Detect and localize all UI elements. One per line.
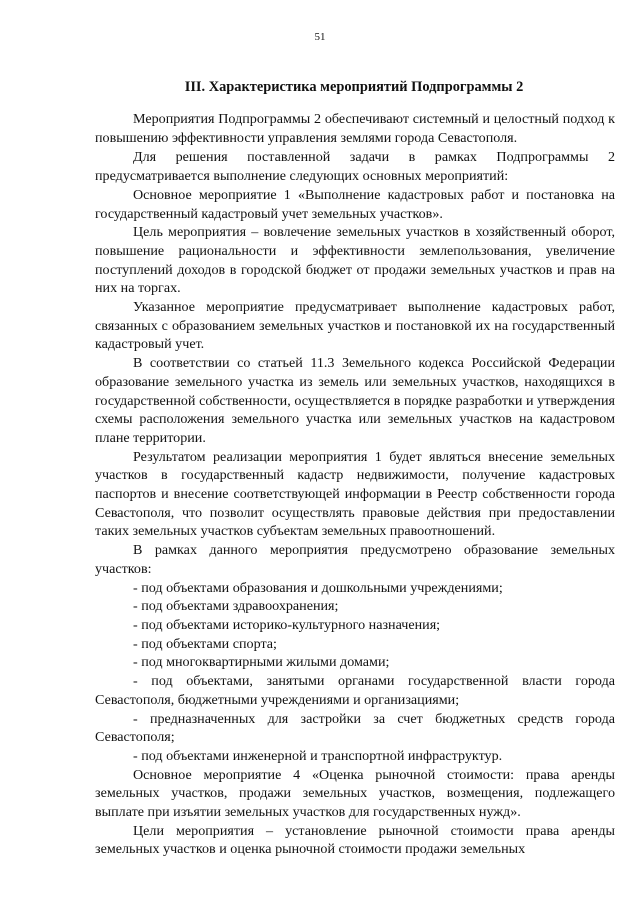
paragraph-measure-4-goal: Цели мероприятия – установление рыночной стоимости права аренды земельных участков и оценка рыночной стоимости продажи земельных xyxy=(95,822,615,858)
list-item-budget-construction: - предназначенных для застройки за счет бюджетных средств города Севастополя; xyxy=(95,710,615,746)
paragraph-result: Результатом реализации мероприятия 1 будет являться внесение земельных участков в государственный кадастр недвижимости, получение кадастровых паспортов и внесение соответствующей информации в Реестр собственности города Севастополя, что позволит осуществлять правовые действия при предоставлении таких земельных участков субъектам земельных правоотношений. xyxy=(95,448,615,540)
paragraph-measure-1-scope: Указанное мероприятие предусматривает выполнение кадастровых работ, связанных с образованием земельных участков и постановкой их на государственный кадастровый учет. xyxy=(95,299,615,353)
list-item-housing: - под многоквартирными жилыми домами; xyxy=(133,654,390,671)
section-title: III. Характеристика мероприятий Подпрограммы 2 xyxy=(184,79,524,95)
list-item-government: - под объектами, занятыми органами государственной власти города Севастополя, бюджетными учреждениями и организациями; xyxy=(95,673,615,708)
list-item-sport: - под объектами спорта; xyxy=(133,635,277,652)
list-item-education: - под объектами образования и дошкольными учреждениями; xyxy=(133,579,503,596)
page-number: 51 xyxy=(314,31,326,43)
paragraph-measure-4-title: Основное мероприятие 4 «Оценка рыночной стоимости: права аренды земельных участков, продажи земельных участков, возмещения, подлежащего выплате при изъятии земельных участков для государственных нужд». xyxy=(95,766,615,821)
paragraph-land-formation: В рамках данного мероприятия предусмотрено образование земельных участков: xyxy=(95,542,615,577)
list-item-infrastructure: - под объектами инженерной и транспортной инфраструктур. xyxy=(133,747,503,764)
paragraph-land-code: В соответствии со статьей 11.3 Земельного кодекса Российской Федерации образование земельного участка из земель или земельных участков, находящихся в государственной собственности, осуществляется в порядке разработки и утверждения схемы расположения земельного участка или земельных участков на кадастровом плане территории. xyxy=(95,355,615,446)
paragraph-measure-1-title: Основное мероприятие 1 «Выполнение кадастровых работ и постановка на государственный кадастровый учет земельных участков». xyxy=(95,186,615,222)
paragraph-intro: Мероприятия Подпрограммы 2 обеспечивают системный и целостный подход к повышению эффективности управления землями города Севастополя. xyxy=(95,111,615,146)
paragraph-measure-1-goal: Цель мероприятия – вовлечение земельных участков в хозяйственный оборот, повышение рациональности и эффективности землепользования, увеличение поступлений доходов в городской бюджет от продажи земельных участков и прав на них на торгах. xyxy=(95,224,615,297)
list-item-heritage: - под объектами историко-культурного назначения; xyxy=(133,616,441,633)
body-text xyxy=(95,110,615,859)
paragraph-task: Для решения поставленной задачи в рамках Подпрограммы 2 предусматривается выполнение следующих основных мероприятий: xyxy=(95,149,615,185)
list-item-healthcare: - под объектами здравоохранения; xyxy=(133,598,339,615)
